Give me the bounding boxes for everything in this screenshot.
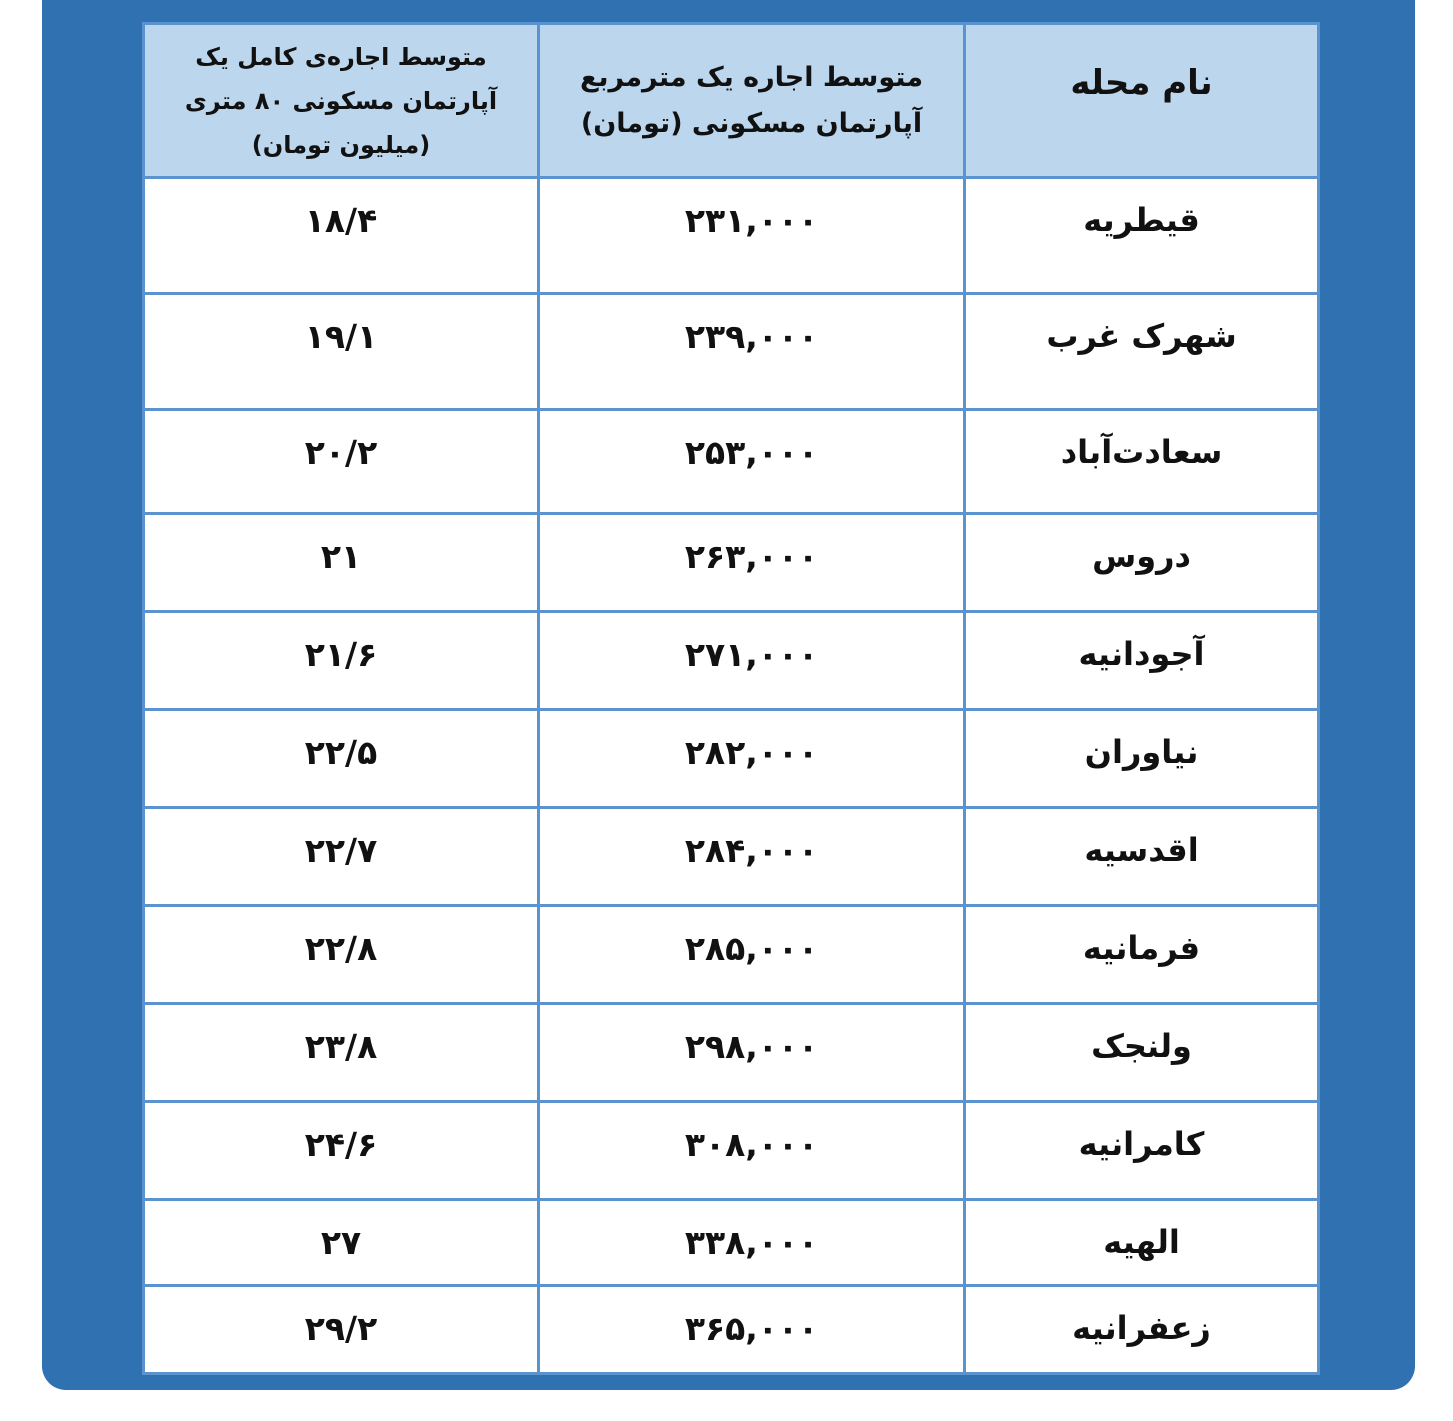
price-per-sqm-cell: ۳۶۵,۰۰۰ [537,1287,963,1372]
price-per-sqm-cell: ۲۳۹,۰۰۰ [537,295,963,411]
price-per-sqm-cell: ۲۵۳,۰۰۰ [537,411,963,515]
neighborhood-cell: زعفرانیه [963,1287,1317,1372]
price-per-sqm-cell: ۲۸۲,۰۰۰ [537,711,963,809]
full-apartment-rent-cell: ۲۷ [145,1201,537,1287]
neighborhood-cell: آجودانیه [963,613,1317,711]
full-apartment-rent-cell: ۱۸/۴ [145,179,537,295]
neighborhood-cell: الهیه [963,1201,1317,1287]
neighborhood-cell: اقدسیه [963,809,1317,907]
price-per-sqm-cell: ۲۸۵,۰۰۰ [537,907,963,1005]
full-apartment-rent-cell: ۲۲/۵ [145,711,537,809]
neighborhood-cell: فرمانیه [963,907,1317,1005]
full-apartment-rent-cell: ۲۴/۶ [145,1103,537,1201]
price-per-sqm-cell: ۳۰۸,۰۰۰ [537,1103,963,1201]
header-neighborhood: نام محله [963,25,1317,179]
header-price-per-sqm: متوسط اجاره یک مترمربع آپارتمان مسکونی (تومان) [537,25,963,179]
price-per-sqm-cell: ۳۳۸,۰۰۰ [537,1201,963,1287]
neighborhood-cell: نیاوران [963,711,1317,809]
full-apartment-rent-cell: ۲۳/۸ [145,1005,537,1103]
price-per-sqm-cell: ۲۸۴,۰۰۰ [537,809,963,907]
full-apartment-rent-cell: ۱۹/۱ [145,295,537,411]
neighborhood-cell: قیطریه [963,179,1317,295]
neighborhood-cell: دروس [963,515,1317,613]
neighborhood-cell: کامرانیه [963,1103,1317,1201]
full-apartment-rent-cell: ۲۹/۲ [304,1309,378,1348]
full-apartment-rent-cell: ۲۱ [145,515,537,613]
neighborhood-cell: سعادت‌آباد [963,411,1317,515]
neighborhood-cell: ولنجک [963,1005,1317,1103]
full-apartment-rent-cell: ۲۰/۲ [145,411,537,515]
header-full-apartment-rent: متوسط اجاره‌ی کامل یک آپارتمان مسکونی ۸۰ متری (میلیون تومان) [145,25,537,179]
full-apartment-rent-cell: ۲۱/۶ [145,613,537,711]
price-per-sqm-cell: ۲۶۳,۰۰۰ [537,515,963,613]
price-per-sqm-cell: ۲۳۱,۰۰۰ [537,179,963,295]
rent-table [142,22,1320,1375]
full-apartment-rent-cell: ۲۲/۷ [145,809,537,907]
full-apartment-rent-cell: ۲۲/۸ [145,907,537,1005]
price-per-sqm-cell: ۲۷۱,۰۰۰ [537,613,963,711]
price-per-sqm-cell: ۲۹۸,۰۰۰ [537,1005,963,1103]
neighborhood-cell: شهرک غرب [963,295,1317,411]
